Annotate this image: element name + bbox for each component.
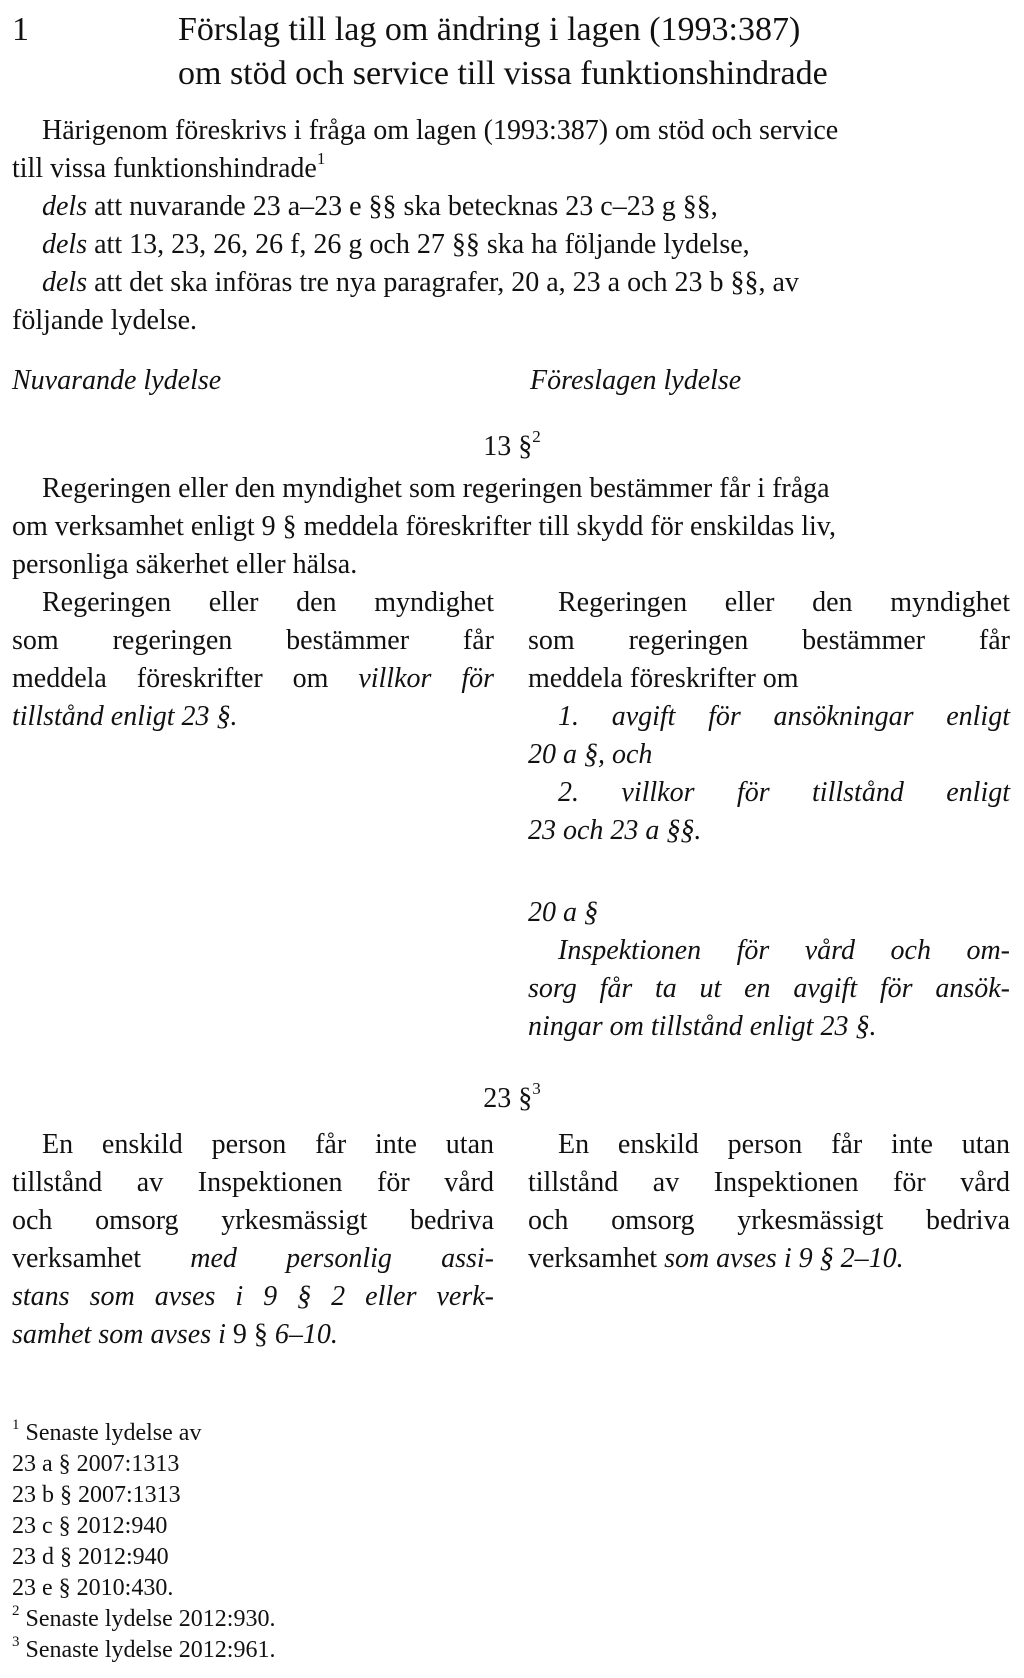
text-line: som regeringen bestämmer får: [12, 625, 494, 656]
footnote-mark: 2: [12, 1603, 20, 1619]
text-span-italic: med personlig assi-: [190, 1243, 494, 1274]
heading-title-line: om stöd och service till vissa funktionshindrade: [178, 55, 828, 92]
footnote-line: 23 b § 2007:1313: [12, 1482, 181, 1508]
text-span-italic: 2. villkor för tillstånd enligt: [558, 777, 1010, 808]
footnote-line: 23 d § 2012:940: [12, 1544, 169, 1570]
text-line: [12, 1316, 494, 1354]
text-line: tillstånd av Inspektionen för vård: [528, 1167, 1010, 1198]
dels-clause-2: [12, 226, 1008, 264]
text-line: meddela föreskrifter om: [528, 663, 799, 694]
section-13-label: [0, 428, 1024, 466]
text-span-italic: samhet som avses i: [12, 1319, 233, 1350]
text-line: personliga säkerhet eller hälsa.: [12, 549, 358, 580]
text-span-italic: sorg får ta ut en avgift för ansök-: [528, 973, 1010, 1004]
text-line: Regeringen eller den myndighet: [42, 587, 494, 618]
text-line: [12, 698, 494, 736]
footnotes: [12, 1418, 612, 1666]
column-header-current: Nuvarande lydelse: [12, 365, 222, 396]
dels-text: att nuvarande 23 a–23 e §§ ska betecknas 23 c–23 g §§,: [87, 191, 718, 222]
text-span-italic: 20 a §: [528, 897, 598, 928]
intro-text: [12, 112, 1008, 340]
section-23-label: [0, 1080, 1024, 1118]
text-line: Regeringen eller den myndighet: [558, 587, 1010, 618]
text-span-italic: ningar om tillstånd enligt 23 §.: [528, 1011, 877, 1042]
list-item-2-cont: [528, 812, 1010, 850]
text-line: [528, 932, 1010, 970]
dels-clause-3: [12, 264, 1008, 302]
footnote-1: [12, 1418, 612, 1449]
section-20a-label: [528, 894, 1010, 932]
text-line: och omsorg yrkesmässigt bedriva: [528, 1205, 1010, 1236]
text-span: 9 §: [232, 1319, 275, 1350]
dels-word: dels: [42, 229, 88, 260]
section-23-proposed-text: [528, 1126, 1010, 1278]
section-13-common-text: [12, 470, 1008, 584]
text-line: [12, 1278, 494, 1316]
dels-word: dels: [42, 191, 88, 222]
footnote-text: Senaste lydelse 2012:961.: [19, 1637, 276, 1663]
footnote-line: 23 e § 2010:430.: [12, 1575, 174, 1601]
text-span: meddela föreskrifter om: [12, 663, 359, 694]
text-line: [528, 970, 1010, 1008]
text-line: [528, 1240, 1010, 1278]
text-span-italic: 20 a §, och: [528, 739, 653, 770]
dels-text: att 13, 23, 26, 26 f, 26 g och 27 §§ ska ha följande lydelse,: [87, 229, 750, 260]
section-13-proposed-text: [528, 584, 1010, 850]
text-line: [12, 660, 494, 698]
text-line: [528, 1008, 1010, 1046]
text-line: och omsorg yrkesmässigt bedriva: [12, 1205, 494, 1236]
heading-number: 1: [12, 11, 29, 48]
dels-clause-3-cont: följande lydelse.: [12, 305, 198, 336]
intro-line: [12, 150, 1008, 188]
footnote-mark: 1: [12, 1417, 20, 1433]
text-line: om verksamhet enligt 9 § meddela föreskrifter till skydd för enskildas liv,: [12, 511, 836, 542]
text-line: En enskild person får inte utan: [558, 1129, 1010, 1160]
list-item-1: [528, 698, 1010, 736]
footnote-3: [12, 1635, 612, 1666]
dels-clause-1: [12, 188, 1008, 226]
dels-text: att det ska införas tre nya paragrafer, 20 a, 23 a och 23 b §§, av: [87, 267, 799, 298]
section-label-text: 23 §: [483, 1083, 533, 1114]
text-line: En enskild person får inte utan: [42, 1129, 494, 1160]
section-20a-proposed: [528, 894, 1010, 1046]
intro-text-span: till vissa funktionshindrade: [12, 153, 317, 184]
footnote-line: 23 a § 2007:1313: [12, 1451, 180, 1477]
section-label-text: 13 §: [483, 431, 533, 462]
footnote-ref: 3: [532, 1078, 541, 1098]
text-line: [12, 1240, 494, 1278]
text-span-italic: stans som avses i 9 § 2 eller verk-: [12, 1281, 494, 1312]
text-span-italic: 6–10.: [274, 1319, 338, 1350]
text-span-italic: tillstånd enligt 23 §.: [12, 701, 238, 732]
text-span-italic: som avses i 9 § 2–10.: [664, 1243, 904, 1274]
text-line: tillstånd av Inspektionen för vård: [12, 1167, 494, 1198]
footnote-line: 23 c § 2012:940: [12, 1513, 168, 1539]
text-span: verksamhet: [12, 1243, 191, 1274]
text-span-italic: 23 och 23 a §§.: [528, 815, 702, 846]
heading-title: [178, 8, 1008, 96]
text-span-italic: villkor för: [358, 663, 494, 694]
text-span-italic: Inspektionen för vård och om-: [558, 935, 1010, 966]
footnote-text: Senaste lydelse av: [19, 1420, 202, 1446]
section-13-current-text: [12, 584, 494, 736]
text-line: Regeringen eller den myndighet som regeringen bestämmer får i fråga: [42, 473, 830, 504]
column-header-proposed: Föreslagen lydelse: [530, 365, 742, 396]
text-line: som regeringen bestämmer får: [528, 625, 1010, 656]
list-item-2: [528, 774, 1010, 812]
text-span: verksamhet: [528, 1243, 665, 1274]
section-23-current-text: [12, 1126, 494, 1354]
heading-title-line: Förslag till lag om ändring i lagen (1993:387): [178, 11, 801, 48]
intro-line: Härigenom föreskrivs i fråga om lagen (1993:387) om stöd och service: [42, 115, 839, 146]
footnote-ref: 1: [316, 148, 326, 168]
footnote-mark: 3: [12, 1634, 20, 1650]
footnote-ref: 2: [532, 426, 541, 446]
dels-word: dels: [42, 267, 88, 298]
text-span-italic: 1. avgift för ansökningar enligt: [558, 701, 1010, 732]
footnote-2: [12, 1604, 612, 1635]
footnote-text: Senaste lydelse 2012:930.: [19, 1606, 276, 1632]
list-item-1-cont: [528, 736, 1010, 774]
